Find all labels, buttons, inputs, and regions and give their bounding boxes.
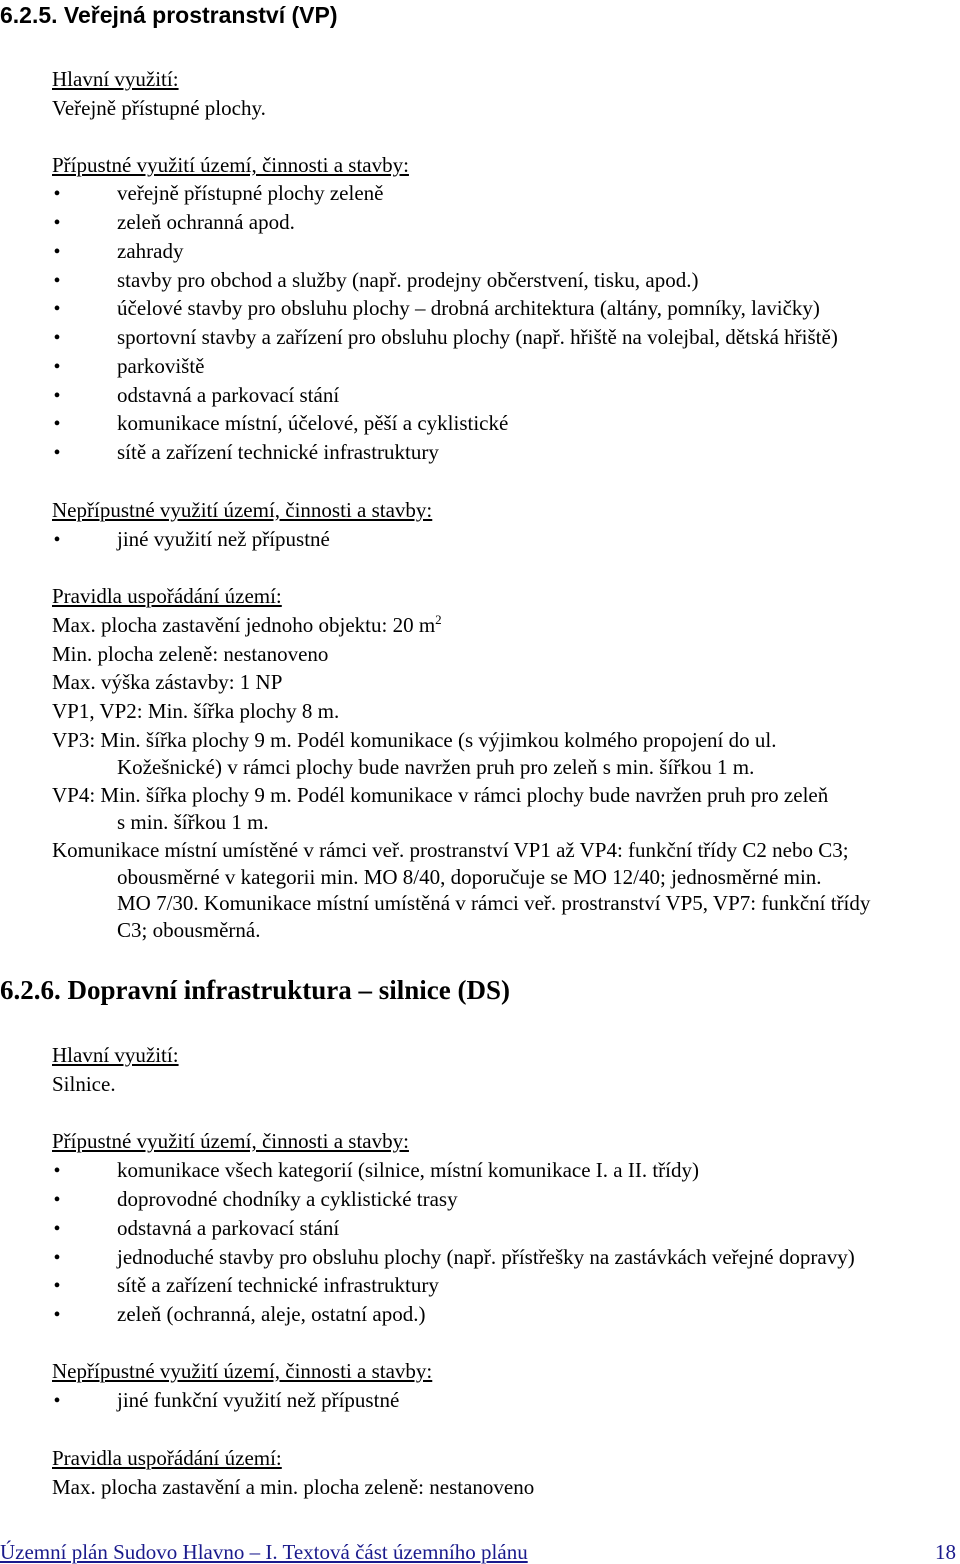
ds-main-label: Hlavní využití: [52, 1043, 179, 1067]
bullet-icon [52, 1390, 62, 1411]
bullet-icon [52, 327, 62, 348]
vp-rule-line: VP1, VP2: Min. šířka plochy 8 m. [52, 699, 340, 723]
list-item: doprovodné chodníky a cyklistické trasy [117, 1187, 458, 1211]
bullet-icon [52, 298, 62, 319]
ds-main-text: Silnice. [52, 1072, 116, 1096]
list-item: stavby pro obchod a služby (např. prodejny občerstvení, tisku, apod.) [117, 268, 699, 292]
vp-rule-line: s min. šířkou 1 m. [117, 810, 269, 834]
list-item: sportovní stavby a zařízení pro obsluhu plochy (např. hřiště na volejbal, dětská hřiště) [117, 325, 838, 349]
list-item: jiné funkční využití než přípustné [117, 1388, 400, 1412]
section-heading-vp: 6.2.5. Veřejná prostranství (VP) [0, 2, 338, 28]
bullet-icon [52, 1247, 62, 1268]
bullet-icon [52, 1218, 62, 1239]
vp-rule-line: Min. plocha zeleně: nestanoveno [52, 642, 329, 666]
list-item: zahrady [117, 239, 184, 263]
list-item: zeleň (ochranná, aleje, ostatní apod.) [117, 1302, 426, 1326]
list-item: komunikace všech kategorií (silnice, místní komunikace I. a II. třídy) [117, 1158, 699, 1182]
page-number: 18 [935, 1540, 956, 1564]
list-item: veřejně přístupné plochy zeleně [117, 181, 384, 205]
bullet-icon [52, 1160, 62, 1181]
list-item: jiné využití než přípustné [117, 527, 330, 551]
list-item: účelové stavby pro obsluhu plochy – drobná architektura (altány, pomníky, lavičky) [117, 296, 820, 320]
vp-rule-line: MO 7/30. Komunikace místní umístěná v rámci veř. prostranství VP5, VP7: funkční třídy [117, 891, 871, 915]
list-item: zeleň ochranná apod. [117, 210, 295, 234]
list-item: sítě a zařízení technické infrastruktury [117, 440, 439, 464]
bullet-icon [52, 212, 62, 233]
list-item: jednoduché stavby pro obsluhu plochy (např. přístřešky na zastávkách veřejné dopravy) [117, 1245, 855, 1269]
vp-main-text: Veřejně přístupné plochy. [52, 96, 266, 120]
vp-main-label: Hlavní využití: [52, 67, 179, 91]
bullet-icon [52, 1275, 62, 1296]
bullet-icon [52, 442, 62, 463]
vp-rule-line: C3; obousměrná. [117, 918, 261, 942]
list-item: parkoviště [117, 354, 205, 378]
superscript: 2 [435, 612, 442, 627]
bullet-icon [52, 413, 62, 434]
ds-allowed-label: Přípustné využití území, činnosti a stavby: [52, 1129, 409, 1153]
bullet-icon [52, 241, 62, 262]
bullet-icon [52, 356, 62, 377]
ds-rule-line: Max. plocha zastavění a min. plocha zeleně: nestanoveno [52, 1475, 535, 1499]
bullet-icon [52, 1189, 62, 1210]
list-item: odstavná a parkovací stání [117, 383, 340, 407]
bullet-icon [52, 385, 62, 406]
vp-rule-line: Max. výška zástavby: 1 NP [52, 670, 283, 694]
section-heading-ds: 6.2.6. Dopravní infrastruktura – silnice (DS) [0, 975, 511, 1005]
vp-rule-line: Komunikace místní umístěné v rámci veř. prostranství VP1 až VP4: funkční třídy C2 nebo C3; [52, 838, 849, 862]
vp-rule-line: VP3: Min. šířka plochy 9 m. Podél komunikace (s výjimkou kolmého propojení do ul. [52, 728, 777, 752]
bullet-icon [52, 270, 62, 291]
vp-rule-line: obousměrné v kategorii min. MO 8/40, doporučuje se MO 12/40; jednosměrné min. [117, 865, 822, 889]
vp-rules-label: Pravidla uspořádání území: [52, 584, 282, 608]
list-item: odstavná a parkovací stání [117, 1216, 340, 1240]
vp-forbidden-label: Nepřípustné využití území, činnosti a stavby: [52, 498, 433, 522]
list-item: komunikace místní, účelové, pěší a cyklistické [117, 411, 509, 435]
bullet-icon [52, 1304, 62, 1325]
vp-rule-line: VP4: Min. šířka plochy 9 m. Podél komunikace v rámci plochy bude navržen pruh pro zeleň [52, 783, 829, 807]
list-item: sítě a zařízení technické infrastruktury [117, 1273, 439, 1297]
vp-rule-line [52, 612, 442, 637]
vp-rule-line: Kožešnické) v rámci plochy bude navržen pruh pro zeleň s min. šířkou 1 m. [117, 755, 755, 779]
vp-allowed-label: Přípustné využití území, činnosti a stavby: [52, 153, 409, 177]
footer-title: Územní plán Sudovo Hlavno – I. Textová část územního plánu [0, 1540, 528, 1564]
bullet-icon [52, 183, 62, 204]
ds-rules-label: Pravidla uspořádání území: [52, 1446, 282, 1470]
bullet-icon [52, 529, 62, 550]
ds-forbidden-label: Nepřípustné využití území, činnosti a stavby: [52, 1359, 433, 1383]
vp-rule-text: Max. plocha zastavění jednoho objektu: 20 m [52, 613, 436, 637]
